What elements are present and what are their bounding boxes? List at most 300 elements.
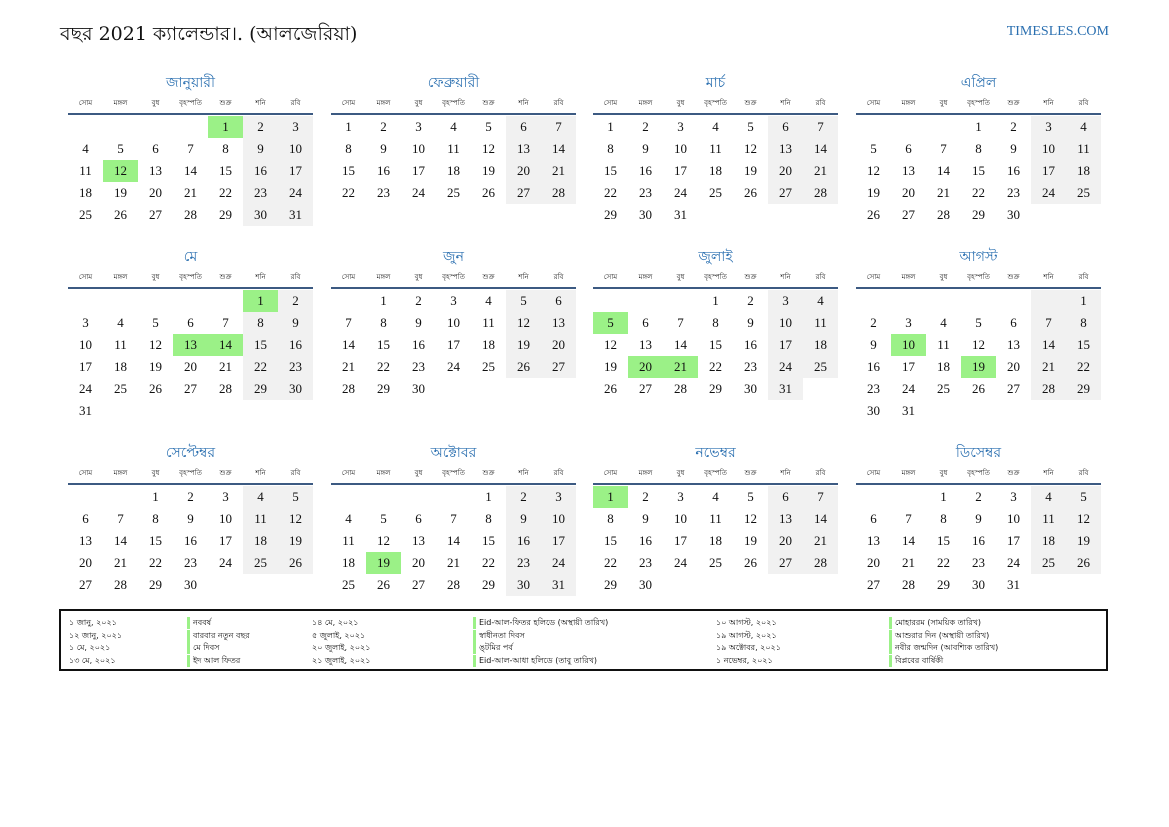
day-cell[interactable]: 16 (1007, 163, 1020, 178)
day-cell[interactable]: 1 (940, 489, 947, 504)
day-cell[interactable]: 20 (79, 555, 92, 570)
day-cell[interactable]: 19 (482, 163, 495, 178)
day-cell[interactable]: 25 (114, 381, 127, 396)
day-cell[interactable]: 14 (803, 508, 838, 530)
day-cell[interactable]: 1 (975, 119, 982, 134)
day-cell[interactable]: 9 (642, 511, 649, 526)
day-cell[interactable]: 30 (506, 574, 541, 596)
day-cell[interactable]: 29 (243, 378, 278, 400)
day-cell[interactable]: 4 (803, 290, 838, 312)
day-cell[interactable]: 17 (768, 334, 803, 356)
day-cell[interactable]: 11 (937, 337, 950, 352)
day-cell[interactable]: 26 (278, 552, 313, 574)
day-cell[interactable]: 6 (1010, 315, 1017, 330)
day-cell[interactable]: 17 (1031, 160, 1066, 182)
day-cell[interactable]: 20 (412, 555, 425, 570)
holiday-day-cell[interactable]: 19 (366, 552, 401, 574)
day-cell[interactable]: 24 (278, 182, 313, 204)
day-cell[interactable]: 24 (768, 356, 803, 378)
day-cell[interactable]: 18 (243, 530, 278, 552)
day-cell[interactable]: 8 (380, 315, 387, 330)
day-cell[interactable]: 2 (1010, 119, 1017, 134)
day-cell[interactable]: 17 (1007, 533, 1020, 548)
day-cell[interactable]: 15 (149, 533, 162, 548)
day-cell[interactable]: 8 (1066, 312, 1101, 334)
day-cell[interactable]: 18 (342, 555, 355, 570)
day-cell[interactable]: 29 (972, 207, 985, 222)
day-cell[interactable]: 24 (412, 185, 425, 200)
day-cell[interactable]: 22 (937, 555, 950, 570)
day-cell[interactable]: 28 (937, 207, 950, 222)
day-cell[interactable]: 10 (79, 337, 92, 352)
day-cell[interactable]: 1 (152, 489, 159, 504)
day-cell[interactable]: 8 (222, 141, 229, 156)
day-cell[interactable]: 10 (412, 141, 425, 156)
day-cell[interactable]: 14 (114, 533, 127, 548)
day-cell[interactable]: 9 (243, 138, 278, 160)
day-cell[interactable]: 7 (450, 511, 457, 526)
day-cell[interactable]: 2 (870, 315, 877, 330)
day-cell[interactable]: 12 (604, 337, 617, 352)
day-cell[interactable]: 27 (149, 207, 162, 222)
day-cell[interactable]: 30 (278, 378, 313, 400)
day-cell[interactable]: 30 (243, 204, 278, 226)
day-cell[interactable]: 29 (1066, 378, 1101, 400)
day-cell[interactable]: 26 (506, 356, 541, 378)
day-cell[interactable]: 14 (342, 337, 355, 352)
day-cell[interactable]: 16 (278, 334, 313, 356)
day-cell[interactable]: 13 (506, 138, 541, 160)
day-cell[interactable]: 15 (243, 334, 278, 356)
day-cell[interactable]: 23 (506, 552, 541, 574)
day-cell[interactable]: 27 (506, 182, 541, 204)
day-cell[interactable]: 2 (187, 489, 194, 504)
day-cell[interactable]: 25 (937, 381, 950, 396)
day-cell[interactable]: 28 (902, 577, 915, 592)
day-cell[interactable]: 19 (744, 163, 757, 178)
day-cell[interactable]: 24 (1007, 555, 1020, 570)
day-cell[interactable]: 19 (149, 359, 162, 374)
day-cell[interactable]: 3 (1010, 489, 1017, 504)
day-cell[interactable]: 9 (870, 337, 877, 352)
day-cell[interactable]: 3 (415, 119, 422, 134)
day-cell[interactable]: 23 (278, 356, 313, 378)
day-cell[interactable]: 23 (377, 185, 390, 200)
day-cell[interactable]: 26 (149, 381, 162, 396)
day-cell[interactable]: 27 (79, 577, 92, 592)
holiday-day-cell[interactable]: 13 (173, 334, 208, 356)
day-cell[interactable]: 5 (278, 486, 313, 508)
day-cell[interactable]: 17 (447, 337, 460, 352)
day-cell[interactable]: 5 (1066, 486, 1101, 508)
day-cell[interactable]: 21 (937, 185, 950, 200)
day-cell[interactable]: 9 (506, 508, 541, 530)
day-cell[interactable]: 9 (415, 315, 422, 330)
day-cell[interactable]: 17 (541, 530, 576, 552)
day-cell[interactable]: 14 (674, 337, 687, 352)
day-cell[interactable]: 31 (674, 207, 687, 222)
day-cell[interactable]: 19 (867, 185, 880, 200)
day-cell[interactable]: 8 (607, 511, 614, 526)
day-cell[interactable]: 24 (1031, 182, 1066, 204)
day-cell[interactable]: 17 (278, 160, 313, 182)
day-cell[interactable]: 16 (744, 337, 757, 352)
day-cell[interactable]: 10 (541, 508, 576, 530)
day-cell[interactable]: 15 (937, 533, 950, 548)
day-cell[interactable]: 2 (415, 293, 422, 308)
day-cell[interactable]: 16 (972, 533, 985, 548)
day-cell[interactable]: 15 (604, 163, 617, 178)
day-cell[interactable]: 23 (184, 555, 197, 570)
day-cell[interactable]: 28 (447, 577, 460, 592)
day-cell[interactable]: 11 (243, 508, 278, 530)
day-cell[interactable]: 31 (541, 574, 576, 596)
day-cell[interactable]: 13 (768, 138, 803, 160)
day-cell[interactable]: 6 (415, 511, 422, 526)
day-cell[interactable]: 20 (149, 185, 162, 200)
day-cell[interactable]: 16 (639, 163, 652, 178)
day-cell[interactable]: 20 (867, 555, 880, 570)
day-cell[interactable]: 7 (1031, 312, 1066, 334)
day-cell[interactable]: 25 (447, 185, 460, 200)
day-cell[interactable]: 15 (342, 163, 355, 178)
day-cell[interactable]: 9 (747, 315, 754, 330)
day-cell[interactable]: 27 (412, 577, 425, 592)
day-cell[interactable]: 5 (975, 315, 982, 330)
day-cell[interactable]: 12 (506, 312, 541, 334)
day-cell[interactable]: 3 (768, 290, 803, 312)
day-cell[interactable]: 13 (639, 337, 652, 352)
day-cell[interactable]: 18 (79, 185, 92, 200)
day-cell[interactable]: 20 (506, 160, 541, 182)
day-cell[interactable]: 21 (184, 185, 197, 200)
day-cell[interactable]: 21 (1031, 356, 1066, 378)
day-cell[interactable]: 28 (114, 577, 127, 592)
holiday-day-cell[interactable]: 10 (891, 334, 926, 356)
day-cell[interactable]: 27 (1007, 381, 1020, 396)
day-cell[interactable]: 25 (79, 207, 92, 222)
day-cell[interactable]: 31 (768, 378, 803, 400)
day-cell[interactable]: 4 (1031, 486, 1066, 508)
day-cell[interactable]: 11 (1031, 508, 1066, 530)
day-cell[interactable]: 20 (184, 359, 197, 374)
day-cell[interactable]: 29 (219, 207, 232, 222)
day-cell[interactable]: 25 (709, 555, 722, 570)
day-cell[interactable]: 19 (604, 359, 617, 374)
day-cell[interactable]: 26 (604, 381, 617, 396)
day-cell[interactable]: 20 (768, 530, 803, 552)
day-cell[interactable]: 17 (902, 359, 915, 374)
site-link[interactable]: TIMESLES.COM (1006, 24, 1109, 39)
day-cell[interactable]: 10 (1007, 511, 1020, 526)
day-cell[interactable]: 28 (803, 552, 838, 574)
day-cell[interactable]: 24 (902, 381, 915, 396)
day-cell[interactable]: 15 (604, 533, 617, 548)
day-cell[interactable]: 5 (152, 315, 159, 330)
day-cell[interactable]: 29 (482, 577, 495, 592)
day-cell[interactable]: 26 (377, 577, 390, 592)
day-cell[interactable]: 5 (747, 119, 754, 134)
holiday-day-cell[interactable]: 14 (208, 334, 243, 356)
day-cell[interactable]: 29 (604, 207, 617, 222)
holiday-day-cell[interactable]: 1 (593, 486, 628, 508)
day-cell[interactable]: 23 (412, 359, 425, 374)
day-cell[interactable]: 30 (412, 381, 425, 396)
day-cell[interactable]: 11 (1066, 138, 1101, 160)
day-cell[interactable]: 7 (345, 315, 352, 330)
day-cell[interactable]: 8 (975, 141, 982, 156)
holiday-day-cell[interactable]: 1 (243, 290, 278, 312)
day-cell[interactable]: 16 (412, 337, 425, 352)
day-cell[interactable]: 2 (380, 119, 387, 134)
day-cell[interactable]: 7 (803, 486, 838, 508)
day-cell[interactable]: 6 (768, 116, 803, 138)
day-cell[interactable]: 12 (278, 508, 313, 530)
day-cell[interactable]: 18 (1031, 530, 1066, 552)
day-cell[interactable]: 3 (278, 116, 313, 138)
day-cell[interactable]: 22 (219, 185, 232, 200)
day-cell[interactable]: 25 (709, 185, 722, 200)
day-cell[interactable]: 13 (902, 163, 915, 178)
day-cell[interactable]: 8 (712, 315, 719, 330)
day-cell[interactable]: 28 (803, 182, 838, 204)
day-cell[interactable]: 12 (482, 141, 495, 156)
day-cell[interactable]: 26 (482, 185, 495, 200)
day-cell[interactable]: 22 (342, 185, 355, 200)
day-cell[interactable]: 25 (1031, 552, 1066, 574)
day-cell[interactable]: 29 (709, 381, 722, 396)
day-cell[interactable]: 13 (412, 533, 425, 548)
day-cell[interactable]: 10 (1031, 138, 1066, 160)
day-cell[interactable]: 23 (243, 182, 278, 204)
day-cell[interactable]: 6 (905, 141, 912, 156)
day-cell[interactable]: 11 (709, 141, 722, 156)
holiday-day-cell[interactable]: 21 (663, 356, 698, 378)
day-cell[interactable]: 6 (541, 290, 576, 312)
day-cell[interactable]: 18 (803, 334, 838, 356)
day-cell[interactable]: 1 (345, 119, 352, 134)
day-cell[interactable]: 31 (79, 403, 92, 418)
day-cell[interactable]: 4 (117, 315, 124, 330)
day-cell[interactable]: 4 (485, 293, 492, 308)
day-cell[interactable]: 22 (1066, 356, 1101, 378)
day-cell[interactable]: 6 (870, 511, 877, 526)
day-cell[interactable]: 30 (1007, 207, 1020, 222)
day-cell[interactable]: 15 (972, 163, 985, 178)
day-cell[interactable]: 11 (79, 163, 92, 178)
day-cell[interactable]: 27 (867, 577, 880, 592)
day-cell[interactable]: 21 (342, 359, 355, 374)
day-cell[interactable]: 4 (712, 119, 719, 134)
day-cell[interactable]: 4 (82, 141, 89, 156)
day-cell[interactable]: 5 (380, 511, 387, 526)
day-cell[interactable]: 25 (1066, 182, 1101, 204)
day-cell[interactable]: 12 (744, 511, 757, 526)
day-cell[interactable]: 10 (674, 511, 687, 526)
day-cell[interactable]: 13 (149, 163, 162, 178)
day-cell[interactable]: 30 (184, 577, 197, 592)
day-cell[interactable]: 27 (639, 381, 652, 396)
day-cell[interactable]: 22 (604, 555, 617, 570)
day-cell[interactable]: 27 (768, 552, 803, 574)
day-cell[interactable]: 6 (642, 315, 649, 330)
day-cell[interactable]: 23 (639, 185, 652, 200)
day-cell[interactable]: 16 (377, 163, 390, 178)
day-cell[interactable]: 26 (744, 185, 757, 200)
day-cell[interactable]: 4 (1066, 116, 1101, 138)
day-cell[interactable]: 16 (184, 533, 197, 548)
day-cell[interactable]: 30 (744, 381, 757, 396)
day-cell[interactable]: 14 (184, 163, 197, 178)
day-cell[interactable]: 20 (541, 334, 576, 356)
day-cell[interactable]: 25 (243, 552, 278, 574)
day-cell[interactable]: 11 (482, 315, 495, 330)
day-cell[interactable]: 18 (114, 359, 127, 374)
day-cell[interactable]: 9 (187, 511, 194, 526)
day-cell[interactable]: 31 (902, 403, 915, 418)
day-cell[interactable]: 8 (345, 141, 352, 156)
day-cell[interactable]: 14 (541, 138, 576, 160)
day-cell[interactable]: 21 (902, 555, 915, 570)
day-cell[interactable]: 26 (972, 381, 985, 396)
day-cell[interactable]: 14 (902, 533, 915, 548)
day-cell[interactable]: 12 (149, 337, 162, 352)
day-cell[interactable]: 2 (975, 489, 982, 504)
day-cell[interactable]: 26 (114, 207, 127, 222)
day-cell[interactable]: 6 (506, 116, 541, 138)
day-cell[interactable]: 2 (642, 119, 649, 134)
day-cell[interactable]: 6 (152, 141, 159, 156)
day-cell[interactable]: 28 (674, 381, 687, 396)
holiday-day-cell[interactable]: 12 (103, 160, 138, 182)
day-cell[interactable]: 15 (377, 337, 390, 352)
day-cell[interactable]: 22 (604, 185, 617, 200)
day-cell[interactable]: 26 (744, 555, 757, 570)
day-cell[interactable]: 21 (803, 160, 838, 182)
day-cell[interactable]: 2 (747, 293, 754, 308)
day-cell[interactable]: 13 (1007, 337, 1020, 352)
day-cell[interactable]: 26 (1066, 552, 1101, 574)
day-cell[interactable]: 22 (149, 555, 162, 570)
day-cell[interactable]: 23 (972, 555, 985, 570)
day-cell[interactable]: 8 (243, 312, 278, 334)
day-cell[interactable]: 6 (768, 486, 803, 508)
day-cell[interactable]: 22 (377, 359, 390, 374)
day-cell[interactable]: 13 (867, 533, 880, 548)
day-cell[interactable]: 4 (940, 315, 947, 330)
day-cell[interactable]: 21 (803, 530, 838, 552)
day-cell[interactable]: 28 (219, 381, 232, 396)
day-cell[interactable]: 14 (1031, 334, 1066, 356)
day-cell[interactable]: 20 (1007, 359, 1020, 374)
day-cell[interactable]: 7 (187, 141, 194, 156)
holiday-day-cell[interactable]: 1 (208, 116, 243, 138)
day-cell[interactable]: 8 (940, 511, 947, 526)
day-cell[interactable]: 18 (937, 359, 950, 374)
day-cell[interactable]: 27 (541, 356, 576, 378)
day-cell[interactable]: 3 (905, 315, 912, 330)
day-cell[interactable]: 30 (867, 403, 880, 418)
day-cell[interactable]: 5 (117, 141, 124, 156)
day-cell[interactable]: 22 (972, 185, 985, 200)
day-cell[interactable]: 3 (1031, 116, 1066, 138)
day-cell[interactable]: 1 (607, 119, 614, 134)
day-cell[interactable]: 18 (709, 533, 722, 548)
day-cell[interactable]: 13 (768, 508, 803, 530)
day-cell[interactable]: 2 (642, 489, 649, 504)
day-cell[interactable]: 8 (607, 141, 614, 156)
day-cell[interactable]: 27 (902, 207, 915, 222)
day-cell[interactable]: 24 (674, 185, 687, 200)
day-cell[interactable]: 22 (243, 356, 278, 378)
day-cell[interactable]: 15 (1066, 334, 1101, 356)
day-cell[interactable]: 9 (278, 312, 313, 334)
day-cell[interactable]: 15 (482, 533, 495, 548)
day-cell[interactable]: 25 (482, 359, 495, 374)
day-cell[interactable]: 2 (506, 486, 541, 508)
day-cell[interactable]: 3 (222, 489, 229, 504)
day-cell[interactable]: 21 (219, 359, 232, 374)
day-cell[interactable]: 25 (803, 356, 838, 378)
day-cell[interactable]: 6 (187, 315, 194, 330)
day-cell[interactable]: 16 (506, 530, 541, 552)
day-cell[interactable]: 29 (604, 577, 617, 592)
day-cell[interactable]: 1 (712, 293, 719, 308)
day-cell[interactable]: 20 (902, 185, 915, 200)
day-cell[interactable]: 17 (412, 163, 425, 178)
day-cell[interactable]: 14 (803, 138, 838, 160)
day-cell[interactable]: 1 (380, 293, 387, 308)
day-cell[interactable]: 3 (541, 486, 576, 508)
day-cell[interactable]: 3 (677, 119, 684, 134)
day-cell[interactable]: 24 (674, 555, 687, 570)
day-cell[interactable]: 27 (768, 182, 803, 204)
day-cell[interactable]: 23 (639, 555, 652, 570)
day-cell[interactable]: 17 (674, 533, 687, 548)
day-cell[interactable]: 20 (768, 160, 803, 182)
day-cell[interactable]: 22 (482, 555, 495, 570)
day-cell[interactable]: 26 (867, 207, 880, 222)
day-cell[interactable]: 15 (219, 163, 232, 178)
day-cell[interactable]: 27 (184, 381, 197, 396)
day-cell[interactable]: 18 (482, 337, 495, 352)
day-cell[interactable]: 30 (639, 577, 652, 592)
day-cell[interactable]: 5 (506, 290, 541, 312)
day-cell[interactable]: 13 (79, 533, 92, 548)
day-cell[interactable]: 12 (1066, 508, 1101, 530)
day-cell[interactable]: 13 (541, 312, 576, 334)
day-cell[interactable]: 18 (1066, 160, 1101, 182)
day-cell[interactable]: 7 (803, 116, 838, 138)
day-cell[interactable]: 7 (905, 511, 912, 526)
day-cell[interactable]: 7 (222, 315, 229, 330)
day-cell[interactable]: 19 (506, 334, 541, 356)
day-cell[interactable]: 16 (639, 533, 652, 548)
day-cell[interactable]: 19 (744, 533, 757, 548)
day-cell[interactable]: 19 (278, 530, 313, 552)
day-cell[interactable]: 22 (709, 359, 722, 374)
day-cell[interactable]: 15 (709, 337, 722, 352)
day-cell[interactable]: 24 (79, 381, 92, 396)
day-cell[interactable]: 11 (114, 337, 127, 352)
day-cell[interactable]: 4 (345, 511, 352, 526)
day-cell[interactable]: 19 (114, 185, 127, 200)
holiday-day-cell[interactable]: 20 (628, 356, 663, 378)
day-cell[interactable]: 31 (278, 204, 313, 226)
day-cell[interactable]: 16 (243, 160, 278, 182)
day-cell[interactable]: 10 (674, 141, 687, 156)
day-cell[interactable]: 7 (117, 511, 124, 526)
